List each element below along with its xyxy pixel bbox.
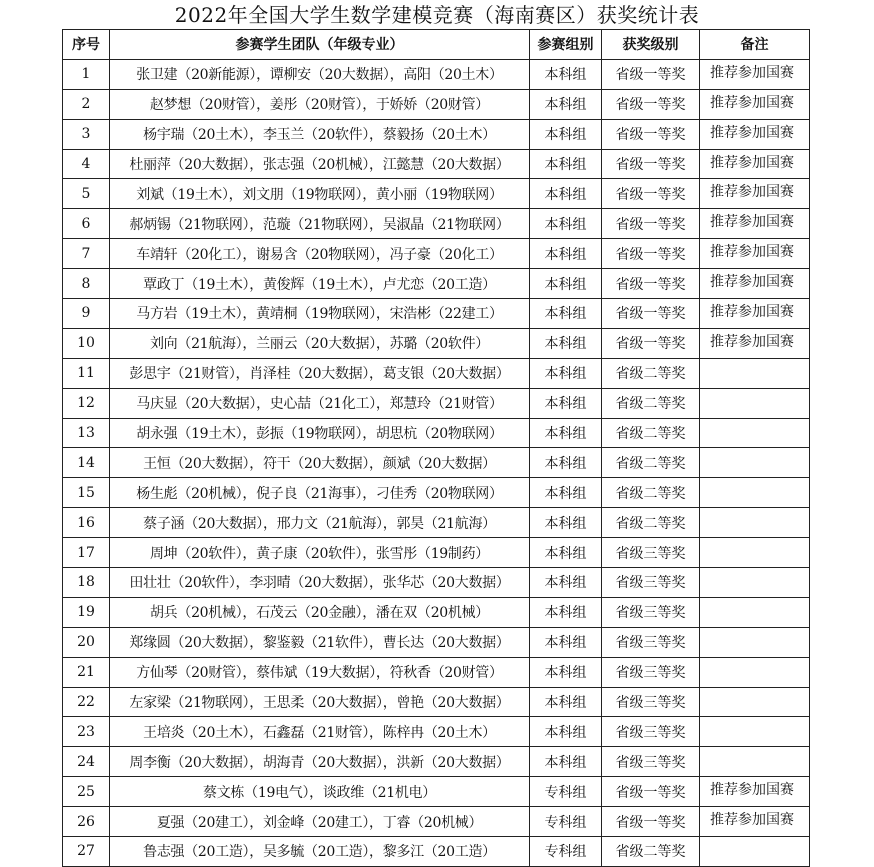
row-number-cell: 7 [63,239,110,269]
award-cell: 省级二等奖 [602,418,700,448]
row-number-cell: 1 [63,59,110,89]
note-cell [700,538,810,568]
table-row [63,418,810,448]
table-row [63,388,810,418]
award-cell: 省级二等奖 [602,508,700,538]
team-cell: 周坤（20软件），黄子康（20软件），张雪彤（19制药） [110,538,530,568]
award-cell: 省级一等奖 [602,269,700,299]
team-cell: 田壮壮（20软件），李羽晴（20大数据），张华芯（20大数据） [110,568,530,598]
note-cell [700,717,810,747]
group-cell: 本科组 [530,209,602,239]
group-cell: 本科组 [530,179,602,209]
note-cell: 推荐参加国赛 [700,777,810,807]
team-cell: 杜丽萍（20大数据），张志强（20机械），江懿慧（20大数据） [110,149,530,179]
note-cell: 推荐参加国赛 [700,89,810,119]
note-cell [700,747,810,777]
award-cell: 省级一等奖 [602,777,700,807]
group-cell: 本科组 [530,448,602,478]
header-award: 获奖级别 [602,30,700,60]
group-cell: 本科组 [530,538,602,568]
award-cell: 省级三等奖 [602,538,700,568]
team-cell: 夏强（20建工），刘金峰（20建工），丁睿（20机械） [110,807,530,837]
award-cell: 省级二等奖 [602,837,700,867]
group-cell: 本科组 [530,328,602,358]
table-row [63,627,810,657]
row-number-cell: 3 [63,119,110,149]
note-cell [700,627,810,657]
row-number-cell: 16 [63,508,110,538]
group-cell: 本科组 [530,657,602,687]
note-cell [700,478,810,508]
note-cell [700,657,810,687]
group-cell: 专科组 [530,837,602,867]
group-cell: 本科组 [530,627,602,657]
row-number-cell: 27 [63,837,110,867]
group-cell: 本科组 [530,478,602,508]
row-number-cell: 20 [63,627,110,657]
team-cell: 王培炎（20土木），石鑫磊（21财管），陈梓冉（20土木） [110,717,530,747]
award-table [62,29,810,867]
table-row [63,747,810,777]
team-cell: 马方岩（19土木），黄靖桐（19物联网），宋浩彬（22建工） [110,299,530,329]
note-cell: 推荐参加国赛 [700,807,810,837]
note-cell: 推荐参加国赛 [700,59,810,89]
team-cell: 彭思宇（21财管），肖泽桂（20大数据），葛支银（20大数据） [110,358,530,388]
team-cell: 张卫建（20新能源），谭柳安（20大数据），高阳（20土木） [110,59,530,89]
row-number-cell: 10 [63,328,110,358]
note-cell [700,837,810,867]
award-cell: 省级三等奖 [602,627,700,657]
note-cell: 推荐参加国赛 [700,269,810,299]
group-cell: 本科组 [530,597,602,627]
header-no: 序号 [63,30,110,60]
award-cell: 省级三等奖 [602,568,700,598]
group-cell: 本科组 [530,747,602,777]
group-cell: 本科组 [530,388,602,418]
row-number-cell: 2 [63,89,110,119]
award-cell: 省级一等奖 [602,149,700,179]
group-cell: 本科组 [530,59,602,89]
award-cell: 省级三等奖 [602,747,700,777]
award-cell: 省级三等奖 [602,657,700,687]
group-cell: 本科组 [530,269,602,299]
table-row [63,717,810,747]
team-cell: 周李衡（20大数据），胡海青（20大数据），洪新（20大数据） [110,747,530,777]
award-cell: 省级一等奖 [602,209,700,239]
note-cell [700,687,810,717]
group-cell: 本科组 [530,299,602,329]
award-cell: 省级二等奖 [602,448,700,478]
row-number-cell: 8 [63,269,110,299]
table-row [63,657,810,687]
team-cell: 蔡子涵（20大数据），邢力文（21航海），郭昊（21航海） [110,508,530,538]
table-row [63,508,810,538]
award-cell: 省级三等奖 [602,717,700,747]
note-cell: 推荐参加国赛 [700,149,810,179]
group-cell: 本科组 [530,89,602,119]
table-row [63,299,810,329]
team-cell: 王恒（20大数据），符干（20大数据），颜斌（20大数据） [110,448,530,478]
row-number-cell: 21 [63,657,110,687]
table-row [63,807,810,837]
table-row [63,328,810,358]
team-cell: 杨生彪（20机械），倪子良（21海事），刁佳秀（20物联网） [110,478,530,508]
award-cell: 省级一等奖 [602,179,700,209]
note-cell: 推荐参加国赛 [700,179,810,209]
table-row [63,119,810,149]
team-cell: 刘斌（19土木），刘文朋（19物联网），黄小丽（19物联网） [110,179,530,209]
note-cell [700,448,810,478]
award-cell: 省级三等奖 [602,687,700,717]
team-cell: 郝炳锡（21物联网），范璇（21物联网），吴淑晶（21物联网） [110,209,530,239]
header-team: 参赛学生团队（年级专业） [110,30,530,60]
group-cell: 本科组 [530,717,602,747]
award-cell: 省级一等奖 [602,119,700,149]
group-cell: 本科组 [530,418,602,448]
table-row [63,149,810,179]
team-cell: 刘向（21航海），兰丽云（20大数据），苏璐（20软件） [110,328,530,358]
table-row [63,448,810,478]
row-number-cell: 14 [63,448,110,478]
team-cell: 赵梦想（20财管），姜彤（20财管），于娇娇（20财管） [110,89,530,119]
row-number-cell: 5 [63,179,110,209]
team-cell: 覃政丁（19土木），黄俊辉（19土木），卢尤恋（20工造） [110,269,530,299]
award-cell: 省级一等奖 [602,299,700,329]
award-cell: 省级二等奖 [602,358,700,388]
row-number-cell: 18 [63,568,110,598]
award-cell: 省级一等奖 [602,89,700,119]
table-row [63,89,810,119]
row-number-cell: 12 [63,388,110,418]
team-cell: 马庆显（20大数据），史心喆（21化工），郑慧玲（21财管） [110,388,530,418]
table-row [63,209,810,239]
note-cell [700,418,810,448]
note-cell: 推荐参加国赛 [700,209,810,239]
row-number-cell: 22 [63,687,110,717]
note-cell: 推荐参加国赛 [700,299,810,329]
team-cell: 鲁志强（20工造），吴多毓（20工造），黎多江（20工造） [110,837,530,867]
row-number-cell: 11 [63,358,110,388]
team-cell: 郑缘圆（20大数据），黎鉴毅（21软件），曹长达（20大数据） [110,627,530,657]
row-number-cell: 9 [63,299,110,329]
award-cell: 省级一等奖 [602,59,700,89]
group-cell: 本科组 [530,687,602,717]
row-number-cell: 25 [63,777,110,807]
row-number-cell: 4 [63,149,110,179]
team-cell: 左家梁（21物联网），王思柔（20大数据），曾艳（20大数据） [110,687,530,717]
table-header-row [63,30,810,60]
table-row [63,777,810,807]
award-cell: 省级三等奖 [602,597,700,627]
header-group: 参赛组别 [530,30,602,60]
team-cell: 胡永强（19土木），彭振（19物联网），胡思杭（20物联网） [110,418,530,448]
row-number-cell: 23 [63,717,110,747]
row-number-cell: 19 [63,597,110,627]
table-row [63,597,810,627]
table-row [63,538,810,568]
group-cell: 专科组 [530,777,602,807]
award-cell: 省级一等奖 [602,239,700,269]
note-cell: 推荐参加国赛 [700,239,810,269]
team-cell: 方仙琴（20财管），蔡伟斌（19大数据），符秋香（20财管） [110,657,530,687]
note-cell [700,388,810,418]
row-number-cell: 15 [63,478,110,508]
row-number-cell: 6 [63,209,110,239]
team-cell: 胡兵（20机械），石茂云（20金融），潘在双（20机械） [110,597,530,627]
note-cell: 推荐参加国赛 [700,119,810,149]
team-cell: 车靖轩（20化工），谢易含（20物联网），冯子豪（20化工） [110,239,530,269]
group-cell: 本科组 [530,149,602,179]
group-cell: 专科组 [530,807,602,837]
note-cell: 推荐参加国赛 [700,328,810,358]
table-row [63,478,810,508]
table-row [63,239,810,269]
table-body [63,59,810,866]
row-number-cell: 26 [63,807,110,837]
award-cell: 省级一等奖 [602,328,700,358]
table-row [63,837,810,867]
header-note: 备注 [700,30,810,60]
team-cell: 杨宇瑞（20土木），李玉兰（20软件），蔡毅扬（20土木） [110,119,530,149]
note-cell [700,508,810,538]
note-cell [700,597,810,627]
table-row [63,179,810,209]
group-cell: 本科组 [530,568,602,598]
table-row [63,269,810,299]
award-cell: 省级二等奖 [602,478,700,508]
table-row [63,568,810,598]
table-row [63,59,810,89]
page-title: 2022年全国大学生数学建模竞赛（海南赛区）获奖统计表 [174,3,700,27]
group-cell: 本科组 [530,239,602,269]
award-cell: 省级一等奖 [602,807,700,837]
team-cell: 蔡文栋（19电气），谈政维（21机电） [110,777,530,807]
row-number-cell: 17 [63,538,110,568]
row-number-cell: 13 [63,418,110,448]
table-row [63,687,810,717]
row-number-cell: 24 [63,747,110,777]
note-cell [700,358,810,388]
group-cell: 本科组 [530,119,602,149]
table-row [63,358,810,388]
note-cell [700,568,810,598]
group-cell: 本科组 [530,508,602,538]
award-cell: 省级二等奖 [602,388,700,418]
group-cell: 本科组 [530,358,602,388]
